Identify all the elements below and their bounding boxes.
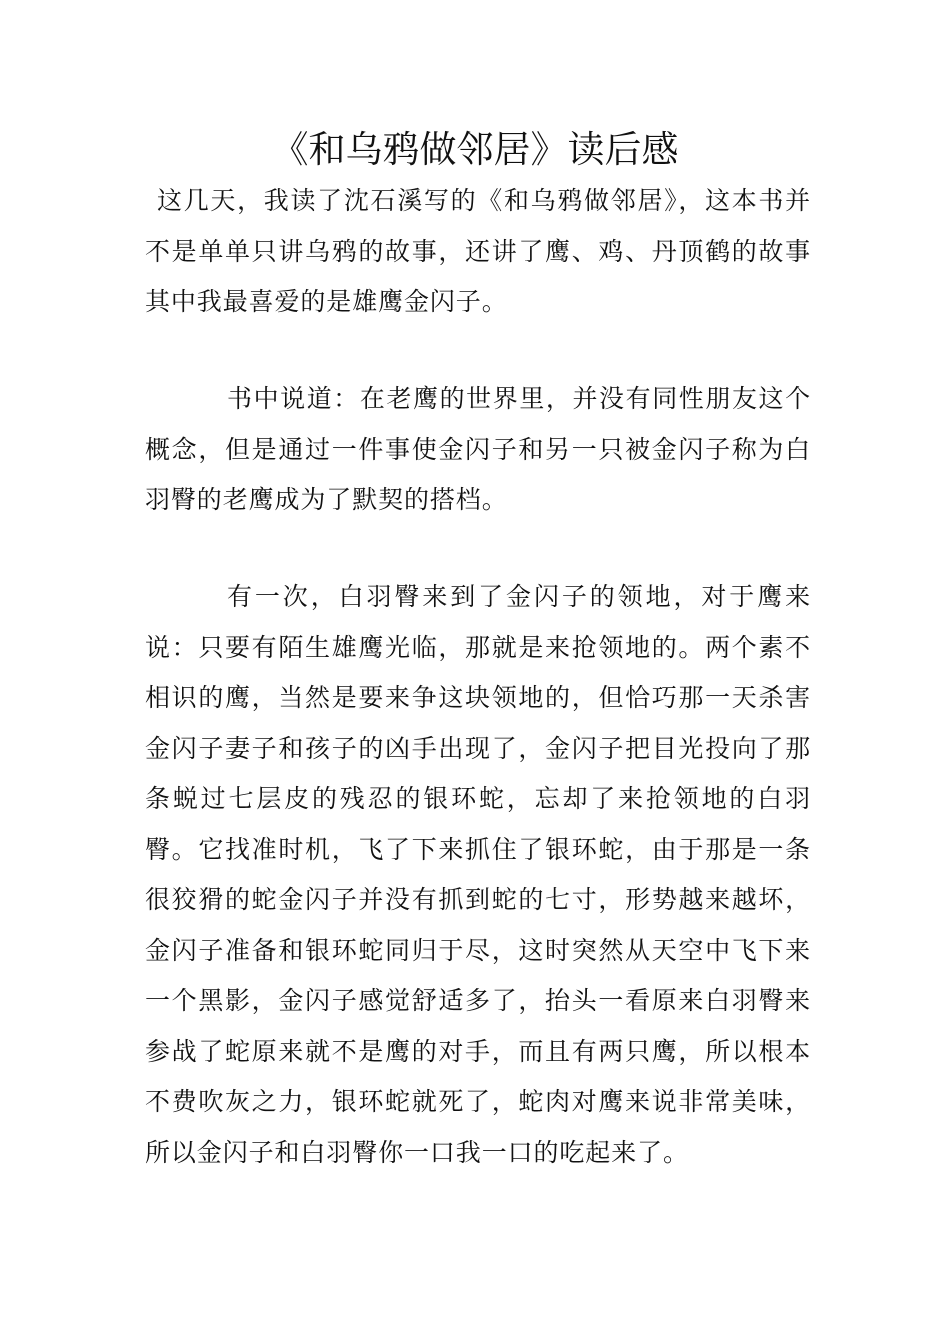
document-title: 《和乌鸦做邻居》读后感 bbox=[271, 128, 679, 171]
paragraph-story: 有一次，白羽臀来到了金闪子的领地，对于鹰来说：只要有陌生雄鹰光临，那就是来抢领地的。两个素不相识的鹰，当然是要来争这块领地的，但恰巧那一天杀害金闪子妻子和孩子的凶手出现了，金闪子把目光投向了那条蜕过七层皮的残忍的银环蛇，忘却了来抢领地的白羽臀。它找准时机，飞了下来抓住了银环蛇，由于那是一条很狡猾的蛇金闪子并没有抓到蛇的七寸，形势越来越坏，金闪子准备和银环蛇同归于尽，这时突然从天空中飞下来一个黑影，金闪子感觉舒适多了，抬头一看原来白羽臀来参战了蛇原来就不是鹰的对手，而且有两只鹰，所以根本不费吹灰之力，银环蛇就死了，蛇肉对鹰来说非常美味，所以金闪子和白羽臀你一口我一口的吃起来了。 bbox=[145, 582, 811, 1167]
paragraph-concept: 书中说道：在老鹰的世界里，并没有同性朋友这个概念，但是通过一件事使金闪子和另一只被金闪子称为白羽臀的老鹰成为了默契的搭档。 bbox=[145, 384, 811, 514]
paragraph-intro: 这几天，我读了沈石溪写的《和乌鸦做邻居》，这本书并不是单单只讲乌鸦的故事，还讲了鹰、鸡、丹顶鹤的故事其中我最喜爱的是雄鹰金闪子。 bbox=[145, 186, 811, 316]
